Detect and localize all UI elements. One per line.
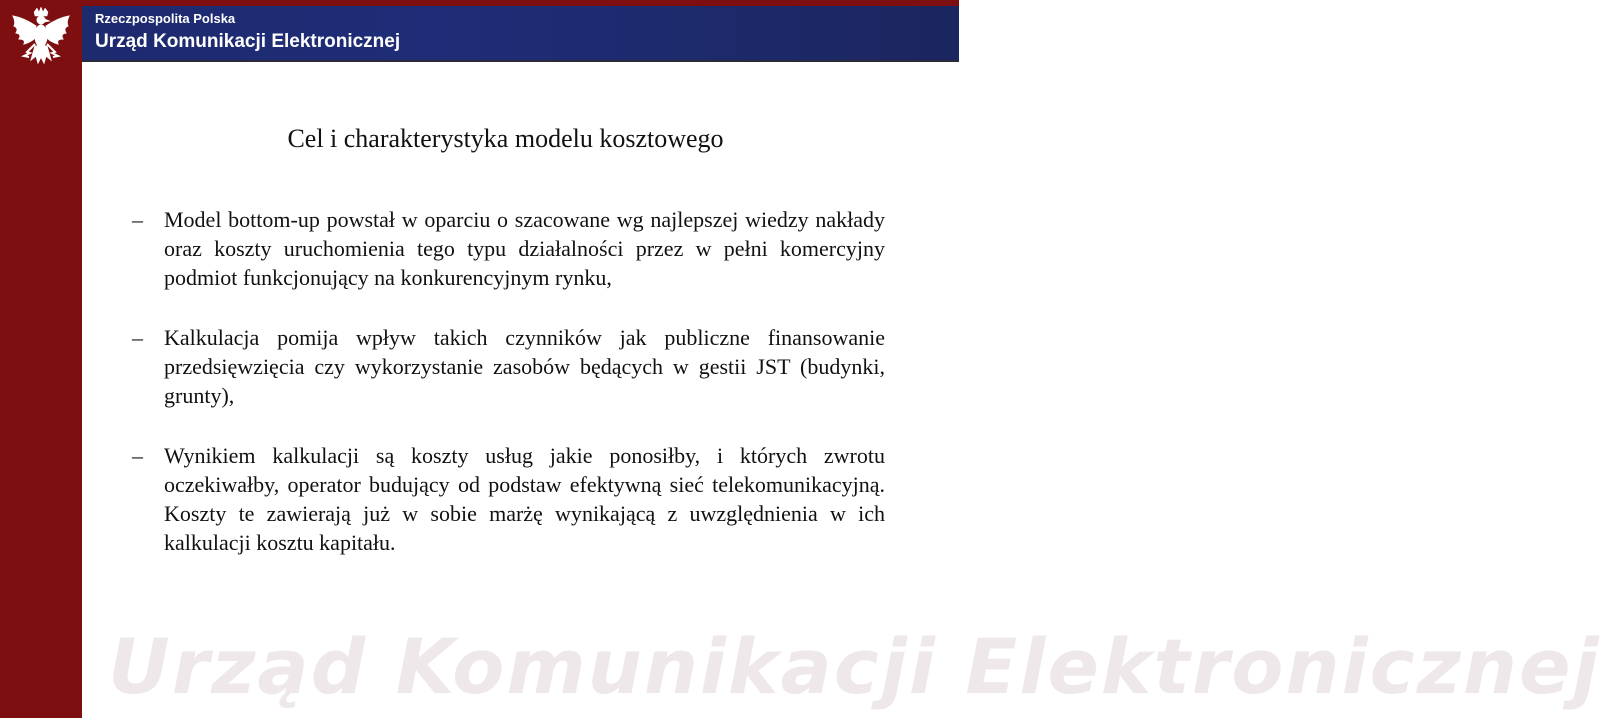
polish-eagle-emblem-icon (10, 6, 72, 78)
bullet-dash: – (132, 325, 143, 350)
org-subtitle: Rzeczpospolita Polska (95, 11, 236, 26)
bullet-item (132, 205, 885, 292)
bullet-item (132, 323, 885, 410)
watermark-text: Urząd Komunikacji Elektronicznej (108, 622, 1601, 711)
org-title: Urząd Komunikacji Elektronicznej (95, 31, 401, 52)
bullet-item (132, 441, 885, 557)
bullet-text: Model bottom-up powstał w oparciu o szacowane wg najlepszej wiedzy nakłady oraz koszty uruchomienia tego typu działalności przez w pełni komercyjny podmiot funkcjonujący na konkurencyjnym rynku, (164, 207, 885, 290)
bullet-text: Kalkulacja pomija wpływ takich czynników jak publiczne finansowanie przedsięwzięcia czy wykorzystanie zasobów będących w gestii JST (budynki, grunty), (164, 325, 885, 408)
bullet-dash: – (132, 443, 143, 468)
watermark (82, 612, 1601, 718)
left-maroon-bar (0, 0, 82, 718)
header-white-stripe (82, 62, 959, 66)
bullet-list (132, 205, 885, 588)
slide-title: Cel i charakterystyka modelu kosztowego (287, 124, 724, 153)
bullet-text: Wynikiem kalkulacji są koszty usług jakie ponosiłby, i których zwrotu oczekiwałby, operator budujący od podstaw efektywną sieć telekomunikacyjną. Koszty te zawierają już w sobie marżę wynikającą z uwzględnienia w ich kalkulacji kosztu kapitału. (164, 443, 885, 555)
bullet-dash: – (132, 207, 143, 232)
